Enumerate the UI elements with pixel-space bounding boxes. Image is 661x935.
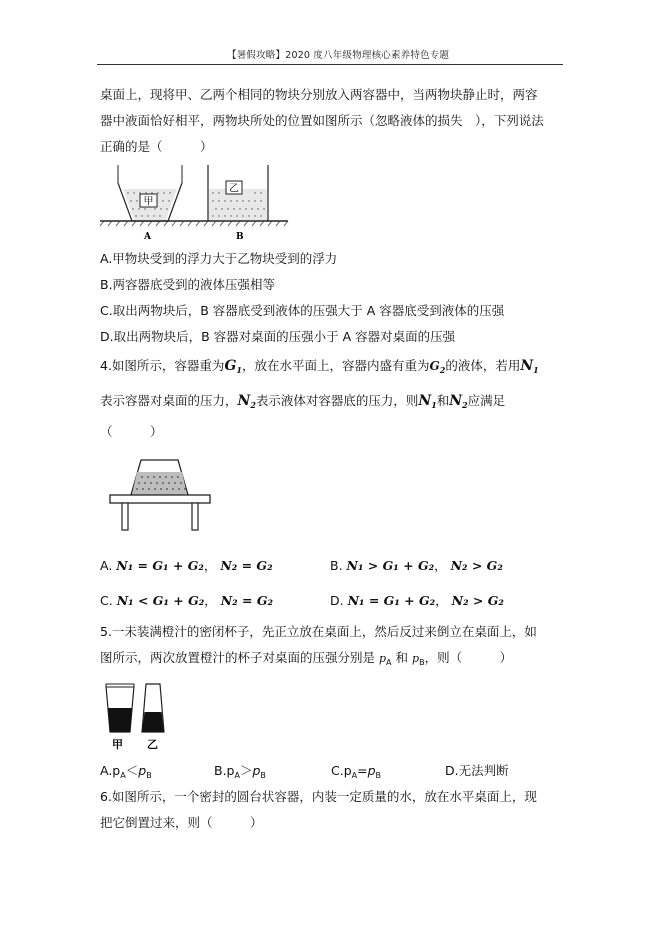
container-a-label: A: [144, 232, 151, 242]
cup-jia-label: 甲: [112, 738, 123, 751]
q4-option-c: C. N₁ < G₁ + G₂， N₂ = G₂: [100, 593, 273, 608]
q3-line-2: 器中液面恰好相平，两物块所处的位置如图所示（忽略液体的损失 ），下列说法: [100, 113, 544, 128]
q6-line-2: 把它倒置过来，则（ ）: [100, 815, 263, 830]
q4-table-figure: [108, 455, 218, 535]
q4-line-1: 4.如图所示，容器重为$G_1$，放在水平面上，容器内盛有重为$G_2$的液体，若用$N_1$: [100, 358, 539, 375]
cup-yi-label: 乙: [147, 738, 158, 751]
page-header: 【暑假攻略】2020 度八年级物理核心素养特色专题: [227, 50, 450, 61]
q5-option-c: $C.p_A=p_B$: [331, 763, 382, 780]
q5-option-a: $A.p_A<p_B$: [100, 763, 152, 780]
q5-option-b: $B.p_A>p_B$: [214, 763, 266, 780]
q4-option-d: D. N₁ = G₁ + G₂， N₂ > G₂: [330, 593, 504, 608]
q3-line-1: 桌面上，现将甲、乙两个相同的物块分别放入两容器中，当两物块静止时，两容: [100, 87, 538, 102]
header-divider: [97, 64, 563, 65]
q6-line-1: 6.如图所示，一个密封的圆台状容器，内装一定质量的水，放在水平桌面上，现: [100, 789, 537, 804]
q4-option-b: B. N₁ > G₁ + G₂， N₂ > G₂: [330, 558, 503, 573]
q3-line-3: 正确的是（ ）: [100, 139, 213, 154]
block-yi-label: 乙: [229, 183, 239, 195]
q4-answer-blank: （ ）: [100, 424, 163, 439]
q5-line-2: 图所示，两次放置橙汁的杯子对桌面的压强分别是 $p_A$ 和 $p_B$，则（ ）: [100, 650, 513, 667]
q3-option-d: D.取出两物块后，B 容器对桌面的压强小于 A 容器对桌面的压强: [100, 329, 456, 344]
q5-cups-figure: [103, 682, 183, 752]
q4-option-a: A. N₁ = G₁ + G₂， N₂ = G₂: [100, 558, 273, 573]
container-b-label: B: [236, 232, 244, 242]
q5-line-1: 5.一未装满橙汁的密闭杯子，先正立放在桌面上，然后反过来倒立在桌面上，如: [100, 624, 537, 639]
q5-option-d: D.无法判断: [445, 763, 509, 778]
q3-containers-figure: [100, 163, 290, 243]
q3-option-a: A.甲物块受到的浮力大于乙物块受到的浮力: [100, 251, 338, 266]
q3-option-c: C.取出两物块后，B 容器底受到液体的压强大于 A 容器底受到液体的压强: [100, 303, 505, 318]
q4-line-2: 表示容器对桌面的压力，$N_2$表示液体对容器底的压力，则$N_1$和$N_2$应满足: [100, 393, 506, 410]
q3-option-b: B.两容器底受到的液体压强相等: [100, 277, 276, 292]
block-jia-label: 甲: [143, 196, 154, 208]
